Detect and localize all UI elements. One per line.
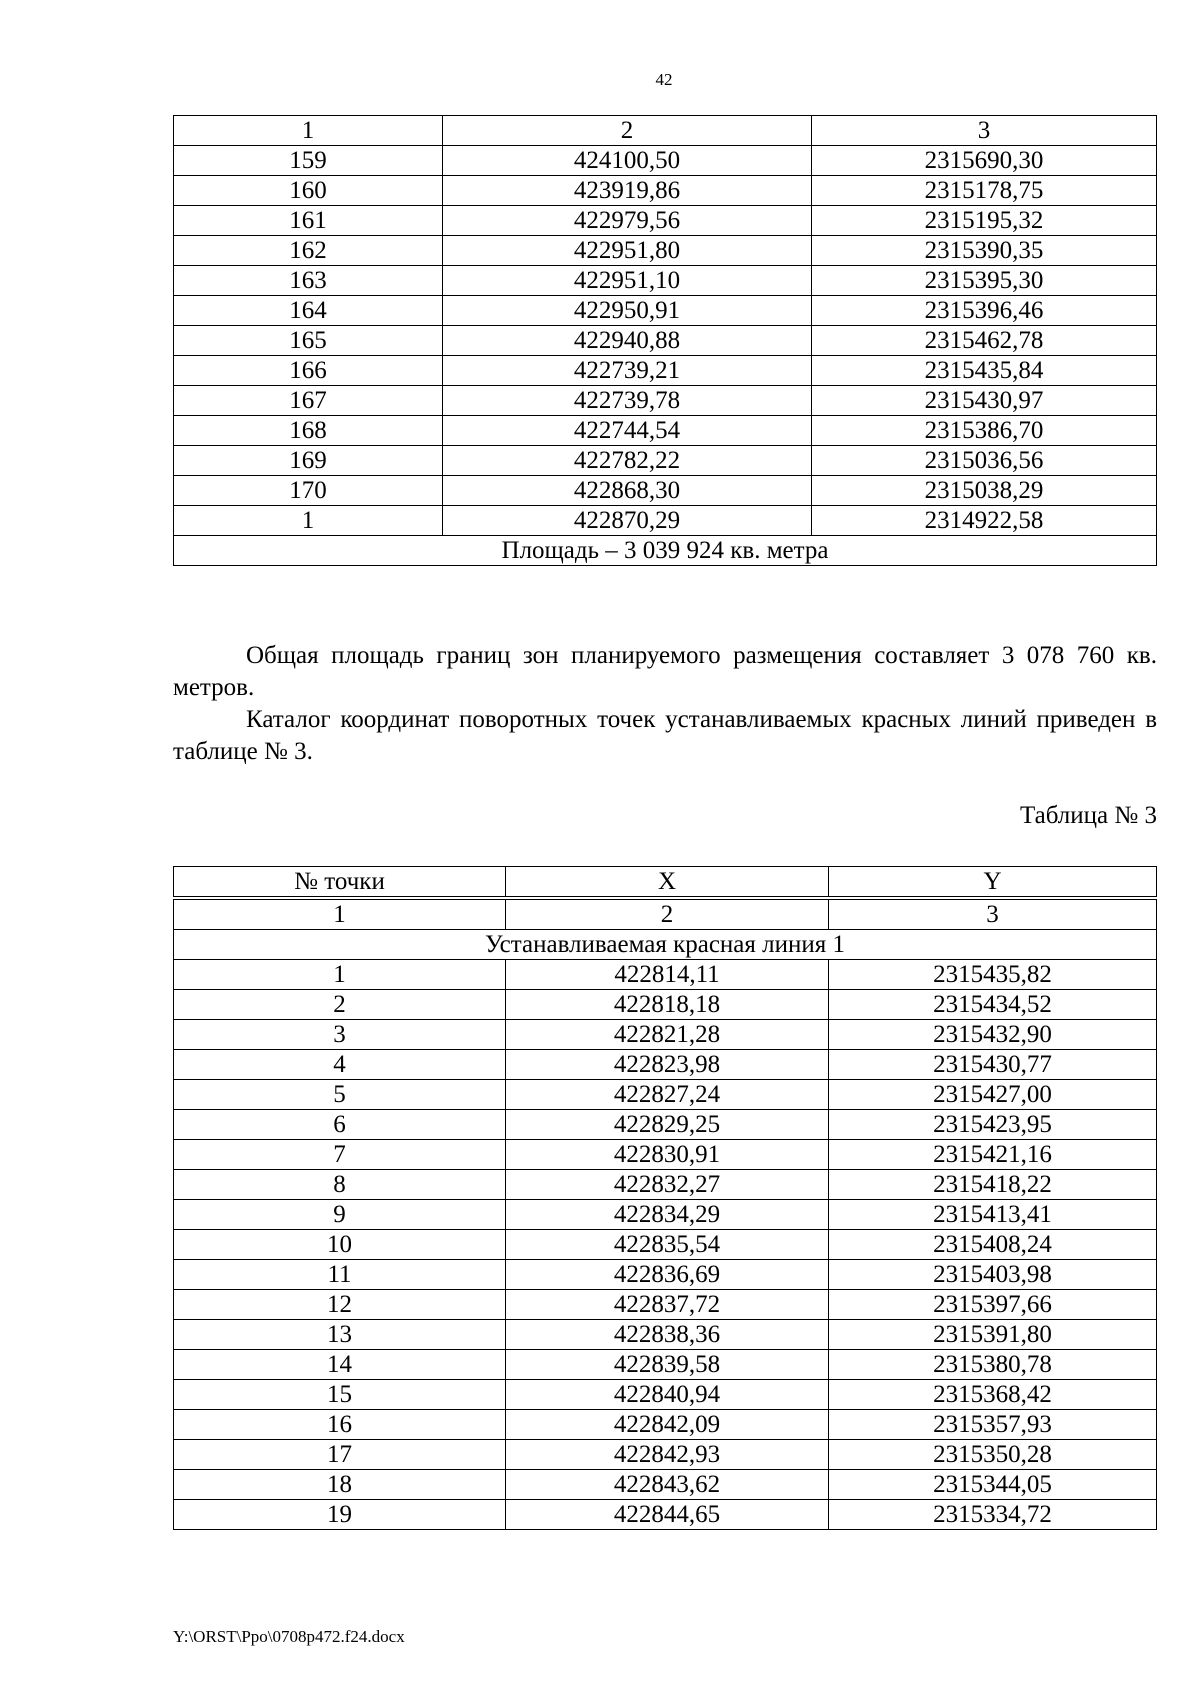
paragraph-total-area — [173, 640, 1157, 704]
y-coordinate-cell: 2315403,98 — [829, 1260, 1157, 1290]
table-row — [174, 1020, 1157, 1050]
point-number-cell: 15 — [174, 1380, 506, 1410]
y-coordinate-cell: 2315357,93 — [829, 1410, 1157, 1440]
table-row — [174, 236, 1157, 266]
x-coordinate-cell: 422838,36 — [506, 1320, 829, 1350]
table-row — [174, 1260, 1157, 1290]
x-coordinate-cell: 422834,29 — [506, 1200, 829, 1230]
x-coordinate-cell: 422979,56 — [443, 206, 812, 236]
x-coordinate-cell: 422940,88 — [443, 326, 812, 356]
x-coordinate-cell: 422840,94 — [506, 1380, 829, 1410]
x-coordinate-cell: 422835,54 — [506, 1230, 829, 1260]
table-row — [174, 326, 1157, 356]
paragraph-text: Каталог координат поворотных точек устанавливаемых красных линий приведен в таблице № 3. — [173, 706, 1157, 765]
point-number-cell: 11 — [174, 1260, 506, 1290]
y-coordinate-cell: 2315408,24 — [829, 1230, 1157, 1260]
point-number-cell: 4 — [174, 1050, 506, 1080]
table-row — [174, 1440, 1157, 1470]
point-number-cell: 12 — [174, 1290, 506, 1320]
y-coordinate-cell: 2315350,28 — [829, 1440, 1157, 1470]
table-row — [174, 146, 1157, 176]
paragraph-catalog-reference — [173, 704, 1157, 768]
table-caption: Таблица № 3 — [1019, 802, 1157, 829]
y-coordinate-cell: 2315432,90 — [829, 1020, 1157, 1050]
y-coordinate-cell: 2315421,16 — [829, 1140, 1157, 1170]
table-row — [174, 296, 1157, 326]
x-coordinate-cell: 422951,10 — [443, 266, 812, 296]
red-line-coordinates-table — [173, 866, 1157, 1530]
point-number-cell: 160 — [174, 176, 443, 206]
point-number-cell: 18 — [174, 1470, 506, 1500]
y-coordinate-cell: 2315036,56 — [812, 446, 1157, 476]
x-coordinate-cell: 422844,65 — [506, 1500, 829, 1530]
x-coordinate-cell: 424100,50 — [443, 146, 812, 176]
header-cell: 2 — [443, 116, 812, 146]
table-row — [174, 1410, 1157, 1440]
point-number-cell: 169 — [174, 446, 443, 476]
coordinates-table-continued — [173, 115, 1157, 566]
y-coordinate-cell: 2315427,00 — [829, 1080, 1157, 1110]
table-row — [174, 990, 1157, 1020]
table-row — [174, 206, 1157, 236]
point-number-cell: 16 — [174, 1410, 506, 1440]
point-number-cell: 6 — [174, 1110, 506, 1140]
point-number-cell: 165 — [174, 326, 443, 356]
y-coordinate-cell: 2315368,42 — [829, 1380, 1157, 1410]
x-coordinate-cell: 422950,91 — [443, 296, 812, 326]
y-coordinate-cell: 2315380,78 — [829, 1350, 1157, 1380]
x-coordinate-cell: 422832,27 — [506, 1170, 829, 1200]
paragraph-text: Общая площадь границ зон планируемого размещения составляет 3 078 760 кв. метров. — [173, 642, 1157, 701]
point-number-cell: 13 — [174, 1320, 506, 1350]
table-row — [174, 176, 1157, 206]
point-number-cell: 161 — [174, 206, 443, 236]
point-number-cell: 170 — [174, 476, 443, 506]
table-row — [174, 1230, 1157, 1260]
point-number-cell: 167 — [174, 386, 443, 416]
x-coordinate-cell: 422951,80 — [443, 236, 812, 266]
y-coordinate-cell: 2315430,97 — [812, 386, 1157, 416]
table-header-row — [174, 867, 1157, 899]
x-coordinate-cell: 422818,18 — [506, 990, 829, 1020]
y-coordinate-cell: 2315434,52 — [829, 990, 1157, 1020]
point-number-cell: 2 — [174, 990, 506, 1020]
page-number: 42 — [655, 70, 673, 89]
table-row — [174, 1320, 1157, 1350]
y-coordinate-cell: 2315395,30 — [812, 266, 1157, 296]
table-row — [174, 506, 1157, 536]
table-row — [174, 416, 1157, 446]
x-coordinate-cell: 422837,72 — [506, 1290, 829, 1320]
point-number-cell: 19 — [174, 1500, 506, 1530]
y-coordinate-cell: 2315391,80 — [829, 1320, 1157, 1350]
table-row — [174, 1380, 1157, 1410]
header-cell: 3 — [812, 116, 1157, 146]
section-title-cell: Устанавливаемая красная линия 1 — [174, 930, 1157, 960]
point-number-cell: 159 — [174, 146, 443, 176]
point-number-cell: 1 — [174, 506, 443, 536]
numbering-cell: 1 — [174, 898, 506, 930]
x-coordinate-cell: 422739,21 — [443, 356, 812, 386]
y-coordinate-cell: 2315430,77 — [829, 1050, 1157, 1080]
point-number-cell: 5 — [174, 1080, 506, 1110]
table-row — [174, 1050, 1157, 1080]
x-coordinate-cell: 422842,93 — [506, 1440, 829, 1470]
numbering-cell: 2 — [506, 898, 829, 930]
y-coordinate-cell: 2315418,22 — [829, 1170, 1157, 1200]
y-coordinate-cell: 2315334,72 — [829, 1500, 1157, 1530]
point-number-cell: 166 — [174, 356, 443, 386]
y-coordinate-cell: 2315435,82 — [829, 960, 1157, 990]
header-cell-y: Y — [829, 867, 1157, 899]
area-cell: Площадь – 3 039 924 кв. метра — [174, 536, 1157, 566]
y-coordinate-cell: 2315178,75 — [812, 176, 1157, 206]
table-row — [174, 356, 1157, 386]
point-number-cell: 7 — [174, 1140, 506, 1170]
y-coordinate-cell: 2315038,29 — [812, 476, 1157, 506]
x-coordinate-cell: 422739,78 — [443, 386, 812, 416]
numbering-cell: 3 — [829, 898, 1157, 930]
y-coordinate-cell: 2315386,70 — [812, 416, 1157, 446]
x-coordinate-cell: 422843,62 — [506, 1470, 829, 1500]
x-coordinate-cell: 422842,09 — [506, 1410, 829, 1440]
point-number-cell: 164 — [174, 296, 443, 326]
y-coordinate-cell: 2315462,78 — [812, 326, 1157, 356]
point-number-cell: 9 — [174, 1200, 506, 1230]
table-row — [174, 1140, 1157, 1170]
table-row — [174, 1470, 1157, 1500]
x-coordinate-cell: 422868,30 — [443, 476, 812, 506]
point-number-cell: 163 — [174, 266, 443, 296]
y-coordinate-cell: 2315413,41 — [829, 1200, 1157, 1230]
table-row — [174, 1170, 1157, 1200]
point-number-cell: 3 — [174, 1020, 506, 1050]
y-coordinate-cell: 2315396,46 — [812, 296, 1157, 326]
x-coordinate-cell: 422744,54 — [443, 416, 812, 446]
header-cell-x: X — [506, 867, 829, 899]
table-row — [174, 446, 1157, 476]
x-coordinate-cell: 422836,69 — [506, 1260, 829, 1290]
table-row — [174, 960, 1157, 990]
point-number-cell: 17 — [174, 1440, 506, 1470]
x-coordinate-cell: 422830,91 — [506, 1140, 829, 1170]
table-header-row — [174, 116, 1157, 146]
x-coordinate-cell: 422823,98 — [506, 1050, 829, 1080]
table-row — [174, 1350, 1157, 1380]
table-row — [174, 1500, 1157, 1530]
x-coordinate-cell: 422870,29 — [443, 506, 812, 536]
point-number-cell: 168 — [174, 416, 443, 446]
table-row — [174, 1200, 1157, 1230]
y-coordinate-cell: 2315397,66 — [829, 1290, 1157, 1320]
point-number-cell: 162 — [174, 236, 443, 266]
y-coordinate-cell: 2315390,35 — [812, 236, 1157, 266]
y-coordinate-cell: 2315344,05 — [829, 1470, 1157, 1500]
y-coordinate-cell: 2315435,84 — [812, 356, 1157, 386]
table-row — [174, 476, 1157, 506]
header-cell-point-number: № точки — [174, 867, 506, 899]
table-row — [174, 1080, 1157, 1110]
table-row — [174, 1290, 1157, 1320]
x-coordinate-cell: 423919,86 — [443, 176, 812, 206]
x-coordinate-cell: 422782,22 — [443, 446, 812, 476]
x-coordinate-cell: 422827,24 — [506, 1080, 829, 1110]
y-coordinate-cell: 2315690,30 — [812, 146, 1157, 176]
header-cell: 1 — [174, 116, 443, 146]
point-number-cell: 8 — [174, 1170, 506, 1200]
x-coordinate-cell: 422821,28 — [506, 1020, 829, 1050]
point-number-cell: 14 — [174, 1350, 506, 1380]
y-coordinate-cell: 2315195,32 — [812, 206, 1157, 236]
table-row — [174, 1110, 1157, 1140]
footer-file-path: Y:\ORST\Ppo\0708p472.f24.docx — [173, 1627, 405, 1646]
section-title-row — [174, 930, 1157, 960]
table-row — [174, 266, 1157, 296]
y-coordinate-cell: 2314922,58 — [812, 506, 1157, 536]
column-numbering-row — [174, 898, 1157, 930]
area-row — [174, 536, 1157, 566]
y-coordinate-cell: 2315423,95 — [829, 1110, 1157, 1140]
point-number-cell: 1 — [174, 960, 506, 990]
x-coordinate-cell: 422829,25 — [506, 1110, 829, 1140]
point-number-cell: 10 — [174, 1230, 506, 1260]
x-coordinate-cell: 422814,11 — [506, 960, 829, 990]
x-coordinate-cell: 422839,58 — [506, 1350, 829, 1380]
table-row — [174, 386, 1157, 416]
